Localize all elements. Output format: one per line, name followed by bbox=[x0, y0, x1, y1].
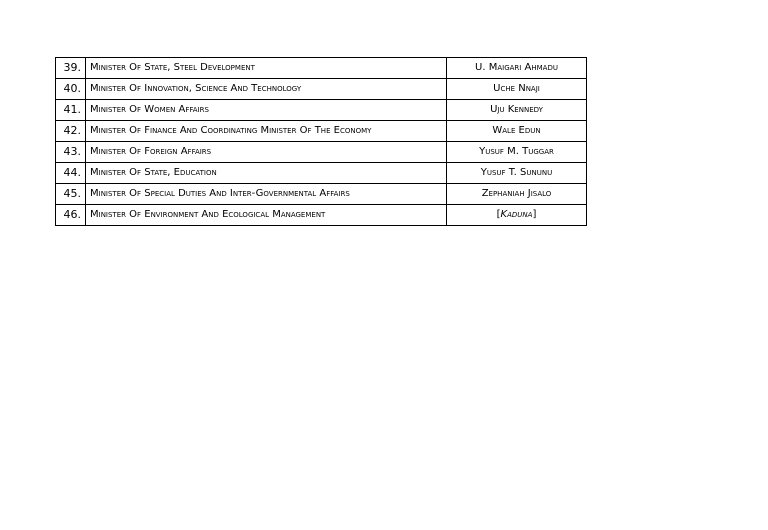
ministers-table bbox=[55, 57, 587, 226]
ministry-title: Minister Of State, Steel Development bbox=[86, 58, 447, 79]
ministry-title: Minister Of Special Duties And Inter-Governmental Affairs bbox=[86, 184, 447, 205]
minister-name bbox=[447, 205, 587, 226]
ministry-title: Minister Of Women Affairs bbox=[86, 100, 447, 121]
row-number: 45. bbox=[56, 184, 86, 205]
row-number: 39. bbox=[56, 58, 86, 79]
minister-name: U. Maigari Ahmadu bbox=[447, 58, 587, 79]
minister-name: Uche Nnaji bbox=[447, 79, 587, 100]
minister-name: Yusuf M. Tuggar bbox=[447, 142, 587, 163]
table-row bbox=[56, 100, 587, 121]
table-row bbox=[56, 121, 587, 142]
ministry-title: Minister Of Environment And Ecological Management bbox=[86, 205, 447, 226]
minister-name: Wale Edun bbox=[447, 121, 587, 142]
table-row bbox=[56, 58, 587, 79]
row-number: 46. bbox=[56, 205, 86, 226]
bracket-close: ] bbox=[532, 209, 537, 220]
ministry-title: Minister Of Finance And Coordinating Minister Of The Economy bbox=[86, 121, 447, 142]
row-number: 40. bbox=[56, 79, 86, 100]
table-row bbox=[56, 205, 587, 226]
table-row bbox=[56, 79, 587, 100]
ministry-title: Minister Of Foreign Affairs bbox=[86, 142, 447, 163]
minister-name: Yusuf T. Sununu bbox=[447, 163, 587, 184]
minister-name: Uju Kennedy bbox=[447, 100, 587, 121]
bracket-open: [ bbox=[496, 209, 501, 220]
row-number: 44. bbox=[56, 163, 86, 184]
table-row bbox=[56, 184, 587, 205]
ministry-title: Minister Of Innovation, Science And Technology bbox=[86, 79, 447, 100]
row-number: 41. bbox=[56, 100, 86, 121]
minister-name-placeholder: Kaduna bbox=[500, 209, 533, 220]
ministry-title: Minister Of State, Education bbox=[86, 163, 447, 184]
minister-name: Zephaniah Jisalo bbox=[447, 184, 587, 205]
table-row bbox=[56, 142, 587, 163]
row-number: 43. bbox=[56, 142, 86, 163]
row-number: 42. bbox=[56, 121, 86, 142]
table-row bbox=[56, 163, 587, 184]
